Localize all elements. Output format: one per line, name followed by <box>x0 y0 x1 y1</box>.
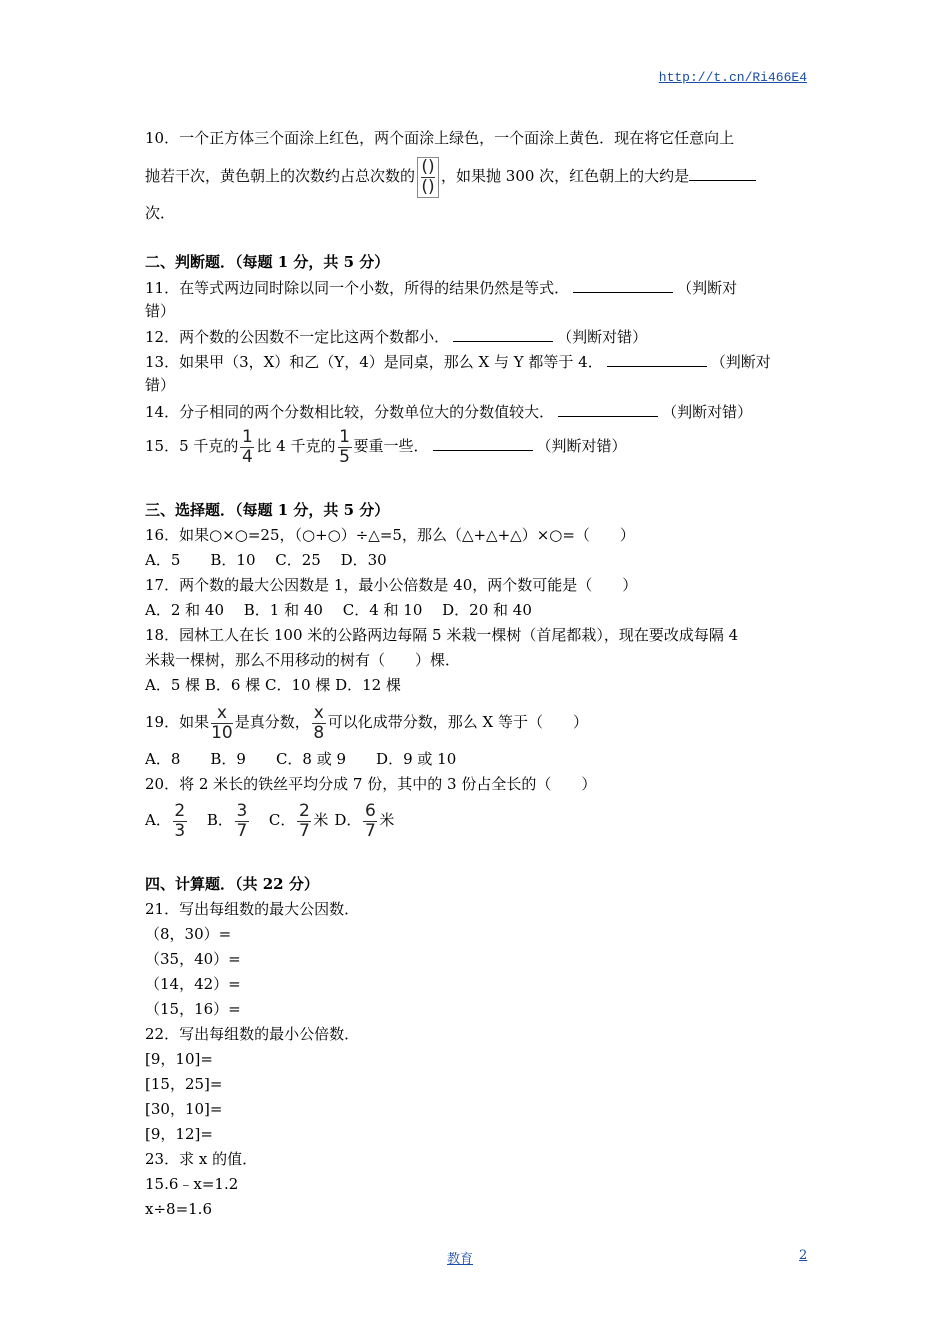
q17-question: 17．两个数的最大公因数是 1，最小公倍数是 40，两个数可能是（ ） <box>145 576 638 594</box>
q16-options: A．5 B．10 C．25 D．30 <box>145 551 387 569</box>
q20-option-c-unit: 米 <box>313 811 329 829</box>
q10-text-a: 抛若干次，黄色朝上的次数约占总次数的 <box>145 167 416 185</box>
q20-options <box>145 799 394 841</box>
q20-option-c-fraction <box>297 802 311 841</box>
q20-option-a-label: A． <box>145 811 171 829</box>
q11-answer-blank[interactable] <box>573 276 673 293</box>
q21-item: （14，42）= <box>145 975 241 993</box>
frac-num: 1 <box>339 426 350 447</box>
q12-answer-blank[interactable] <box>453 325 553 342</box>
frac-den: 3 <box>174 820 186 841</box>
q23-title: 23．求 x 的值． <box>145 1150 258 1168</box>
q15-line <box>145 425 627 467</box>
frac-den: 7 <box>364 820 376 841</box>
q15-text-a: 15．5 千克的 <box>145 437 239 455</box>
frac-den: 4 <box>241 446 253 467</box>
frac-den: 5 <box>339 446 350 467</box>
q21-item: （15，16）= <box>145 1000 241 1018</box>
q19-text-a: 19．如果 <box>145 713 210 731</box>
q19-text-c: 可以化成带分数，那么 X 等于（ ） <box>327 713 588 731</box>
frac-den: 7 <box>236 820 248 841</box>
q15-text-c: 要重一些． <box>353 437 429 455</box>
header-link[interactable]: http://t.cn/Ri466E4 <box>658 70 807 85</box>
q22-item: [30，10]= <box>145 1100 223 1118</box>
q21-item: （35，40）= <box>145 950 241 968</box>
q20-option-b-label: B． <box>206 811 233 829</box>
q21-item: （8，30）= <box>145 925 232 943</box>
frac-den: 7 <box>298 820 310 841</box>
section-3-title: 三、选择题．（每题 1 分，共 5 分） <box>145 501 390 519</box>
q17-options: A．2 和 40 B．1 和 40 C．4 和 10 D．20 和 40 <box>145 601 532 619</box>
section-4-title: 四、计算题．（共 22 分） <box>145 875 319 893</box>
q16-question: 16．如果○×○=25，（○+○）÷△=5，那么（△+△+△）×○=（ ） <box>145 526 635 544</box>
q14-suffix: （判断对错） <box>662 403 753 421</box>
q22-item: [9，10]= <box>145 1050 213 1068</box>
q22-title: 22．写出每组数的最小公倍数． <box>145 1025 360 1043</box>
q10-frac-num: () <box>421 156 435 177</box>
q18-options: A．5 棵 B．6 棵 C．10 棵 D．12 棵 <box>145 676 401 694</box>
q20-option-d-unit: 米 <box>379 811 395 829</box>
q20-option-a-fraction <box>173 802 187 841</box>
section-2-title: 二、判断题．（每题 1 分，共 5 分） <box>145 253 390 271</box>
q15-fraction-2 <box>338 428 352 467</box>
q10-line2 <box>145 155 756 198</box>
q11-suffix: （判断对 <box>677 279 738 297</box>
q19-fraction-1 <box>211 704 233 743</box>
frac-num: 1 <box>241 426 253 447</box>
q21-title: 21．写出每组数的最大公因数． <box>145 900 360 918</box>
q20-option-b-fraction <box>235 802 249 841</box>
q14-answer-blank[interactable] <box>558 400 658 417</box>
q15-suffix: （判断对错） <box>536 437 627 455</box>
q12-text: 12．两个数的公因数不一定比这两个数都小． <box>145 328 450 346</box>
frac-den: 8 <box>313 722 325 743</box>
q13-suffix: （判断对 <box>710 353 771 371</box>
q19-question <box>145 701 588 743</box>
frac-num: 6 <box>364 800 376 821</box>
q13-line2: 错） <box>145 376 176 394</box>
q20-question: 20．将 2 米长的铁丝平均分成 7 份，其中的 3 份占全长的（ ） <box>145 775 597 793</box>
frac-num: 2 <box>174 800 186 821</box>
q10-frac-den: () <box>421 176 435 197</box>
q10-line3: 次． <box>145 204 176 222</box>
frac-num: x <box>313 702 324 723</box>
q15-answer-blank[interactable] <box>433 434 533 451</box>
q11-text: 11．在等式两边同时除以同一个小数，所得的结果仍然是等式． <box>145 279 570 297</box>
q10-text-b: ，如果抛 300 次，红色朝上的大约是 <box>441 167 690 185</box>
q15-text-b: 比 4 千克的 <box>256 437 336 455</box>
q18-line1: 18．园林工人在长 100 米的公路两边每隔 5 米栽一棵树（首尾都栽），现在要改成每隔 4 <box>145 626 739 644</box>
q20-option-c-label: C． <box>268 811 296 829</box>
q10-answer-blank[interactable] <box>689 164 756 181</box>
q23-item: 15.6﹣x=1.2 <box>145 1175 239 1193</box>
page-number[interactable]: 2 <box>799 1248 808 1263</box>
q13-text: 13．如果甲（3，X）和乙（Y，4）是同桌，那么 X 与 Y 都等于 4． <box>145 353 603 371</box>
q10-fraction <box>417 157 439 198</box>
frac-num: 2 <box>298 800 310 821</box>
q19-options: A．8 B．9 C．8 或 9 D．9 或 10 <box>145 750 457 768</box>
q10-line1: 10．一个正方体三个面涂上红色，两个面涂上绿色，一个面涂上黄色．现在将它任意向上 <box>145 129 735 147</box>
frac-num: x <box>216 702 227 723</box>
footer-link[interactable]: 教育 <box>447 1252 474 1267</box>
q14-text: 14．分子相同的两个分数相比较，分数单位大的分数值较大． <box>145 403 555 421</box>
q20-option-d-label: D． <box>334 811 362 829</box>
frac-den: 10 <box>211 722 233 743</box>
q19-text-b: 是真分数， <box>234 713 310 731</box>
q12-suffix: （判断对错） <box>557 328 648 346</box>
q19-fraction-2 <box>312 704 326 743</box>
q11-line2: 错） <box>145 302 176 320</box>
q15-fraction-1 <box>240 428 254 467</box>
q22-item: [15，25]= <box>145 1075 223 1093</box>
q18-line2: 米栽一棵树，那么不用移动的树有（ ）棵． <box>145 651 461 669</box>
q11-line1 <box>145 276 737 299</box>
q13-line1 <box>145 350 771 373</box>
q13-answer-blank[interactable] <box>607 350 707 367</box>
frac-num: 3 <box>236 800 248 821</box>
q12-line <box>145 325 647 348</box>
q14-line <box>145 400 752 423</box>
q20-option-d-fraction <box>363 802 377 841</box>
q23-item: x÷8=1.6 <box>145 1200 212 1218</box>
q22-item: [9，12]= <box>145 1125 213 1143</box>
